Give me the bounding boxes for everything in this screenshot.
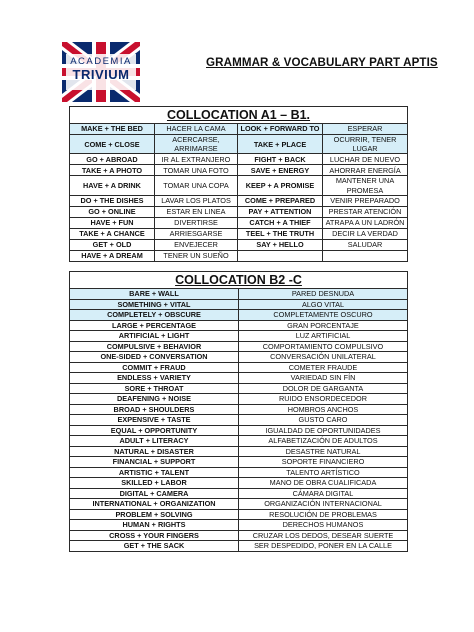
translation-cell: TOMAR UNA FOTO [155, 165, 238, 176]
translation-cell: IGUALDAD DE OPORTUNIDADES [239, 425, 408, 436]
table-row [70, 239, 408, 250]
table-title-a1-b1: COLLOCATION A1 – B1. [70, 107, 408, 124]
collocation-cell: TEEL + THE TRUTH [238, 228, 323, 239]
translation-cell: VENIR PREPARADO [323, 195, 408, 206]
translation-cell: RESOLUCIÓN DE PROBLEMAS [239, 509, 408, 520]
table-row [70, 289, 408, 300]
collocation-cell: EQUAL + OPPORTUNITY [70, 425, 239, 436]
translation-cell: PRESTAR ATENCIÓN [323, 206, 408, 217]
collocation-cell: GET + OLD [70, 239, 155, 250]
translation-cell: ATRAPA A UN LADRÓN [323, 217, 408, 228]
translation-cell: ENVEJECER [155, 239, 238, 250]
translation-cell: ARRIESGARSE [155, 228, 238, 239]
table-row [70, 299, 408, 310]
table-row [70, 352, 408, 363]
logo-text-line2: TRIVIUM [72, 67, 130, 82]
collocation-cell: TAKE + PLACE [238, 135, 323, 154]
translation-cell: TALENTO ARTÍSTICO [239, 467, 408, 478]
table-row [70, 509, 408, 520]
translation-cell: ACERCARSE, ARRIMARSE [155, 135, 238, 154]
table-row [70, 520, 408, 531]
translation-cell: IR AL EXTRANJERO [155, 154, 238, 165]
collocation-cell: TAKE + A CHANCE [70, 228, 155, 239]
translation-cell: DIVERTIRSE [155, 217, 238, 228]
translation-cell: DECIR LA VERDAD [323, 228, 408, 239]
table-row [70, 541, 408, 552]
collocation-cell: EXPENSIVE + TASTE [70, 415, 239, 426]
table-row [70, 154, 408, 165]
collocation-cell: DO + THE DISHES [70, 195, 155, 206]
table-row [70, 436, 408, 447]
collocation-cell: COMMIT + FRAUD [70, 362, 239, 373]
translation-cell [323, 250, 408, 261]
collocation-cell: PROBLEM + SOLVING [70, 509, 239, 520]
collocation-cell: COMPULSIVE + BEHAVIOR [70, 341, 239, 352]
table-row [70, 206, 408, 217]
table-row [70, 320, 408, 331]
collocation-cell: HAVE + A DRINK [70, 176, 155, 195]
collocation-cell: TAKE + A PHOTO [70, 165, 155, 176]
collocation-cell: COME + CLOSE [70, 135, 155, 154]
table-row [70, 425, 408, 436]
translation-cell: RUIDO ENSORDECEDOR [239, 394, 408, 405]
collocation-cell: LARGE + PERCENTAGE [70, 320, 239, 331]
collocation-cell: GO + ABROAD [70, 154, 155, 165]
translation-cell: DERECHOS HUMANOS [239, 520, 408, 531]
translation-cell: ALGO VITAL [239, 299, 408, 310]
table-row [70, 124, 408, 135]
translation-cell: LUCHAR DE NUEVO [323, 154, 408, 165]
table-row [70, 499, 408, 510]
translation-cell: SER DESPEDIDO, PONER EN LA CALLE [239, 541, 408, 552]
collocation-cell: HAVE + FUN [70, 217, 155, 228]
collocation-cell: SOMETHING + VITAL [70, 299, 239, 310]
table-row [70, 415, 408, 426]
translation-cell: COMETER FRAUDE [239, 362, 408, 373]
translation-cell: HOMBROS ANCHOS [239, 404, 408, 415]
table-title-b2-c: COLLOCATION B2 -C [70, 272, 408, 289]
translation-cell: SOPORTE FINANCIERO [239, 457, 408, 468]
collocation-cell: DIGITAL + CAMERA [70, 488, 239, 499]
collocation-cell: NATURAL + DISASTER [70, 446, 239, 457]
table-row [70, 383, 408, 394]
collocation-cell: INTERNATIONAL + ORGANIZATION [70, 499, 239, 510]
collocation-cell: COME + PREPARED [238, 195, 323, 206]
table-row [70, 488, 408, 499]
translation-cell: LUZ ARTIFICIAL [239, 331, 408, 342]
document-title: GRAMMAR & VOCABULARY PART APTIS [206, 56, 438, 69]
translation-cell: ESTAR EN LINEA [155, 206, 238, 217]
collocation-cell: PAY + ATTENTION [238, 206, 323, 217]
table-row [70, 373, 408, 384]
collocation-cell: ARTISTIC + TALENT [70, 467, 239, 478]
table-row [70, 331, 408, 342]
logo-text-line1: ACADEMIA [70, 56, 132, 67]
table-row [70, 250, 408, 261]
collocation-cell: HAVE + A DREAM [70, 250, 155, 261]
collocation-cell: ENDLESS + VARIETY [70, 373, 239, 384]
collocation-cell: LOOK + FORWARD TO [238, 124, 323, 135]
table-row [70, 195, 408, 206]
table-row [70, 310, 408, 321]
table-row [70, 467, 408, 478]
table-row [70, 394, 408, 405]
collocation-cell: FINANCIAL + SUPPORT [70, 457, 239, 468]
collocation-cell: HUMAN + RIGHTS [70, 520, 239, 531]
translation-cell: GRAN PORCENTAJE [239, 320, 408, 331]
table-row [70, 457, 408, 468]
translation-cell: GUSTO CARO [239, 415, 408, 426]
table-row [70, 362, 408, 373]
collocation-cell [238, 250, 323, 261]
table-row [70, 165, 408, 176]
translation-cell: OCURRIR, TENER LUGAR [323, 135, 408, 154]
collocation-cell: GET + THE SACK [70, 541, 239, 552]
translation-cell: CRUZAR LOS DEDOS, DESEAR SUERTE [239, 530, 408, 541]
translation-cell: MANO DE OBRA CUALIFICADA [239, 478, 408, 489]
collocation-cell: FIGHT + BACK [238, 154, 323, 165]
translation-cell: TENER UN SUEÑO [155, 250, 238, 261]
translation-cell: CONVERSACIÓN UNILATERAL [239, 352, 408, 363]
translation-cell: CÁMARA DIGITAL [239, 488, 408, 499]
table-row [70, 228, 408, 239]
translation-cell: AHORRAR ENERGÍA [323, 165, 408, 176]
collocation-cell: SKILLED + LABOR [70, 478, 239, 489]
table-row [70, 341, 408, 352]
translation-cell: COMPORTAMIENTO COMPULSIVO [239, 341, 408, 352]
table-row [70, 135, 408, 154]
table-row [70, 176, 408, 195]
collocation-cell: CROSS + YOUR FINGERS [70, 530, 239, 541]
translation-cell: PARED DESNUDA [239, 289, 408, 300]
collocation-cell: GO + ONLINE [70, 206, 155, 217]
translation-cell: LAVAR LOS PLATOS [155, 195, 238, 206]
collocation-cell: SAVE + ENERGY [238, 165, 323, 176]
translation-cell: COMPLETAMENTE OSCURO [239, 310, 408, 321]
translation-cell: ALFABETIZACIÓN DE ADULTOS [239, 436, 408, 447]
academia-trivium-logo [62, 42, 140, 102]
translation-cell: ORGANIZACIÓN INTERNACIONAL [239, 499, 408, 510]
collocation-cell: BARE + WALL [70, 289, 239, 300]
collocation-cell: MAKE + THE BED [70, 124, 155, 135]
translation-cell: MANTENER UNA PROMESA [323, 176, 408, 195]
table-row [70, 478, 408, 489]
translation-cell: ESPERAR [323, 124, 408, 135]
collocation-cell: ADULT + LITERACY [70, 436, 239, 447]
table-row [70, 530, 408, 541]
translation-cell: VARIEDAD SIN FÍN [239, 373, 408, 384]
collocation-cell: DEAFENING + NOISE [70, 394, 239, 405]
collocation-cell: ONE-SIDED + CONVERSATION [70, 352, 239, 363]
table-row [70, 446, 408, 457]
translation-cell: DESASTRE NATURAL [239, 446, 408, 457]
collocation-b2-c-table [69, 271, 408, 552]
translation-cell: HACER LA CAMA [155, 124, 238, 135]
collocation-cell: BROAD + SHOULDERS [70, 404, 239, 415]
collocation-cell: KEEP + A PROMISE [238, 176, 323, 195]
collocation-cell: SORE + THROAT [70, 383, 239, 394]
collocation-cell: SAY + HELLO [238, 239, 323, 250]
translation-cell: SALUDAR [323, 239, 408, 250]
collocation-cell: CATCH + A THIEF [238, 217, 323, 228]
collocation-cell: COMPLETELY + OBSCURE [70, 310, 239, 321]
collocation-cell: ARTIFICIAL + LIGHT [70, 331, 239, 342]
table-row [70, 217, 408, 228]
collocation-a1-b1-table [69, 106, 408, 262]
translation-cell: TOMAR UNA COPA [155, 176, 238, 195]
translation-cell: DOLOR DE GARGANTA [239, 383, 408, 394]
table-row [70, 404, 408, 415]
